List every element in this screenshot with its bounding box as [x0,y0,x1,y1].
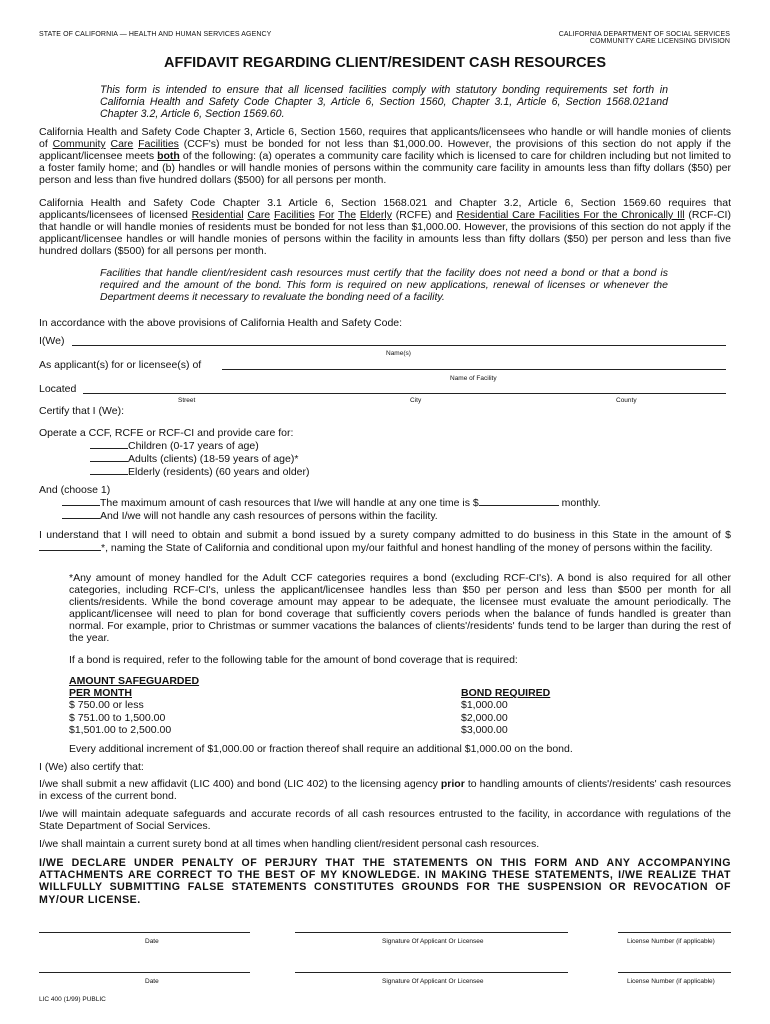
also-certify: I (We) also certify that: [39,761,144,773]
form-id: LIC 400 (1/99) PUBLIC [39,996,106,1003]
choose-options [62,496,601,522]
location-field[interactable] [83,393,726,394]
certification-1: I/we shall submit a new affidavit (LIC 400) and bond (LIC 402) to the licensing agency prior to handling amounts of clients'/residents' cash resources in excess of the current bond. [39,778,732,803]
license-caption-2: License Number (if applicable) [627,978,715,985]
signature-caption-2: Signature Of Applicant Or Licensee [382,978,484,985]
license-caption-1: License Number (if applicable) [627,938,715,945]
understand-paragraph: I understand that I will need to obtain and submit a bond issued by a surety company admitted to do business in this State in the amount of $*, naming the State of California and conditional upon my/our faithful and honest handling of the money of persons within the facility. [39,529,731,555]
col-bond-head: BOND REQUIRED [461,687,551,700]
license-field-1[interactable] [618,932,731,933]
bond-amount-field[interactable] [39,541,101,551]
names-field[interactable] [72,345,726,346]
certify-note: Facilities that handle client/resident cash resources must certify that the facility does not need a bond or that a bond is required and the amount of the bond. This form is required on new applications, renewal of licenses or whenever the Department deems it necessary to revaluate the bonding need of a facility. [100,267,668,304]
intro-text: This form is intended to ensure that all licensed facilities comply with statutory bonding requirements set forth in California Health and Safety Code Chapter 3, Article 6, Section 1560, Chapter 3.1, Article 6, Section 1568.021and Chapter 3.2, Article 6, Section 1569.60. [100,84,668,121]
operate-intro: Operate a CCF, RCFE or RCF-CI and provide care for: [39,427,294,439]
iwe-label: I(We) [39,335,65,347]
date-field-2[interactable] [39,972,250,973]
license-field-2[interactable] [618,972,731,973]
option-children[interactable]: Children (0-17 years of age) [90,439,310,452]
certify-label: Certify that I (We): [39,405,124,417]
col-amount-head-1: AMOUNT SAFEGUARDED [69,675,200,687]
paragraph-2: California Health and Safety Code Chapter 3.1 Article 6, Section 1568.021 and Chapter 3.2, Article 6, Section 1569.60 requires that applicants/licensees of licensed Residential Care Facilities For The Elderly (RCFE) and Residential Care Facilities For the Chronically Ill (RCF-CI) that handle or will handle monies of residents must be bonded for not less than $1,000.00. However, the provisions of this section do not apply if the applicant/licensee handles or will handle monies of persons within the facility in amounts less than fifty dollars ($50) per person and less than five hundred dollars ($500) for all persons per month. [39,197,731,258]
located-label: Located [39,383,77,395]
agency-header-left: STATE OF CALIFORNIA — HEALTH AND HUMAN SERVICES AGENCY [39,31,272,38]
certification-3: I/we shall maintain a current surety bond at all times when handling client/resident personal cash resources. [39,838,540,850]
facility-name-field[interactable] [222,369,726,370]
page-title: AFFIDAVIT REGARDING CLIENT/RESIDENT CASH RESOURCES [163,55,606,71]
table-row: $1,501.00 to 2,500.00 $3,000.00 [69,723,508,736]
option-elderly[interactable]: Elderly (residents) (60 years and older) [90,465,310,478]
facility-caption: Name of Facility [450,375,497,382]
option-adults[interactable]: Adults (clients) (18-59 years of age)* [90,452,310,465]
monthly-amount-field[interactable] [479,496,559,506]
county-caption: County [616,397,637,404]
street-caption: Street [178,397,196,404]
date-caption-2: Date [145,978,159,985]
bond-table [69,675,550,736]
signature-caption-1: Signature Of Applicant Or Licensee [382,938,484,945]
names-caption: Name(s) [386,350,411,357]
agency-division: COMMUNITY CARE LICENSING DIVISION [589,38,730,45]
date-caption-1: Date [145,938,159,945]
option-max-amount[interactable]: The maximum amount of cash resources that I/we will handle at any one time is $ monthly. [62,496,601,509]
care-options [90,439,310,479]
signature-field-1[interactable] [295,932,568,933]
signature-field-2[interactable] [295,972,568,973]
perjury-declaration: I/WE DECLARE UNDER PENALTY OF PERJURY THAT THE STATEMENTS ON THIS FORM AND ANY ACCOMPANYING ATTACHMENTS ARE CORRECT TO THE BEST OF MY KNOWLEDGE. IN MAKING THESE STATEMENTS, I/WE REALIZE THAT WILLFULLY SUBMITTING FALSE STATEMENTS CONSTITUTES GROUNDS FOR THE SUSPENSION OR REVOCATION OF MY/OUR LICENSE. [39,857,731,906]
increment-text: Every additional increment of $1,000.00 or fraction thereof shall require an additional $1,000.00 on the bond. [69,743,573,755]
accordance-text: In accordance with the above provisions of California Health and Safety Code: [39,317,403,329]
choose-intro: And (choose 1) [39,484,111,496]
date-field-1[interactable] [39,932,250,933]
table-row: $ 750.00 or less $1,000.00 [69,699,508,712]
agency-header-right [559,31,730,45]
option-no-cash[interactable]: And I/we will not handle any cash resources of persons within the facility. [62,509,601,522]
table-row: $ 751.00 to 1,500.00 $2,000.00 [69,711,508,724]
footnote: *Any amount of money handled for the Adult CCF categories requires a bond (excluding RCF-CI's). A bond is also required for all other categories, including RCF-CI's, unless the applicant/licensee handles less than $50 per person and less than $500 per month for all clients/residents. While the bond coverage amount may appear to be adequate, the licensee must evaluate the amount periodically. The applicant/licensee will need to plan for bond coverage that sufficiently covers periods when the balance of funds handled is greater than normal. For example, prior to Christmas or summer vacations the balances of clients'/residents' funds tend to be larger than during the rest of the year. [69,572,731,645]
col-amount-head-2: PER MONTH [69,687,132,700]
paragraph-1: California Health and Safety Code Chapter 3, Article 6, Section 1560, requires that applicants/licensees who handle or will handle monies of clients of Community Care Facilities (CCF's) must be bonded for not less than $1,000.00. However, the provisions of this section do not apply if the applicant/licensee meets both of the following: (a) operates a community care facility which is licensed to care for children including but not limited to a foster family home; and (b) handles or will handle monies of persons within the community care facility in amounts less than fifty dollars ($50) per person and less than five hundred dollars ($500) for all persons per month. [39,126,731,187]
agency-department: CALIFORNIA DEPARTMENT OF SOCIAL SERVICES [558,31,730,38]
applicant-label: As applicant(s) for or licensee(s) of [39,359,202,371]
table-intro: If a bond is required, refer to the following table for the amount of bond coverage that is required: [69,654,518,666]
certification-2: I/we will maintain adequate safeguards and accurate records of all cash resources entrusted to the facility, in accordance with regulations of the State Department of Social Services. [39,808,731,833]
city-caption: City [410,397,422,404]
